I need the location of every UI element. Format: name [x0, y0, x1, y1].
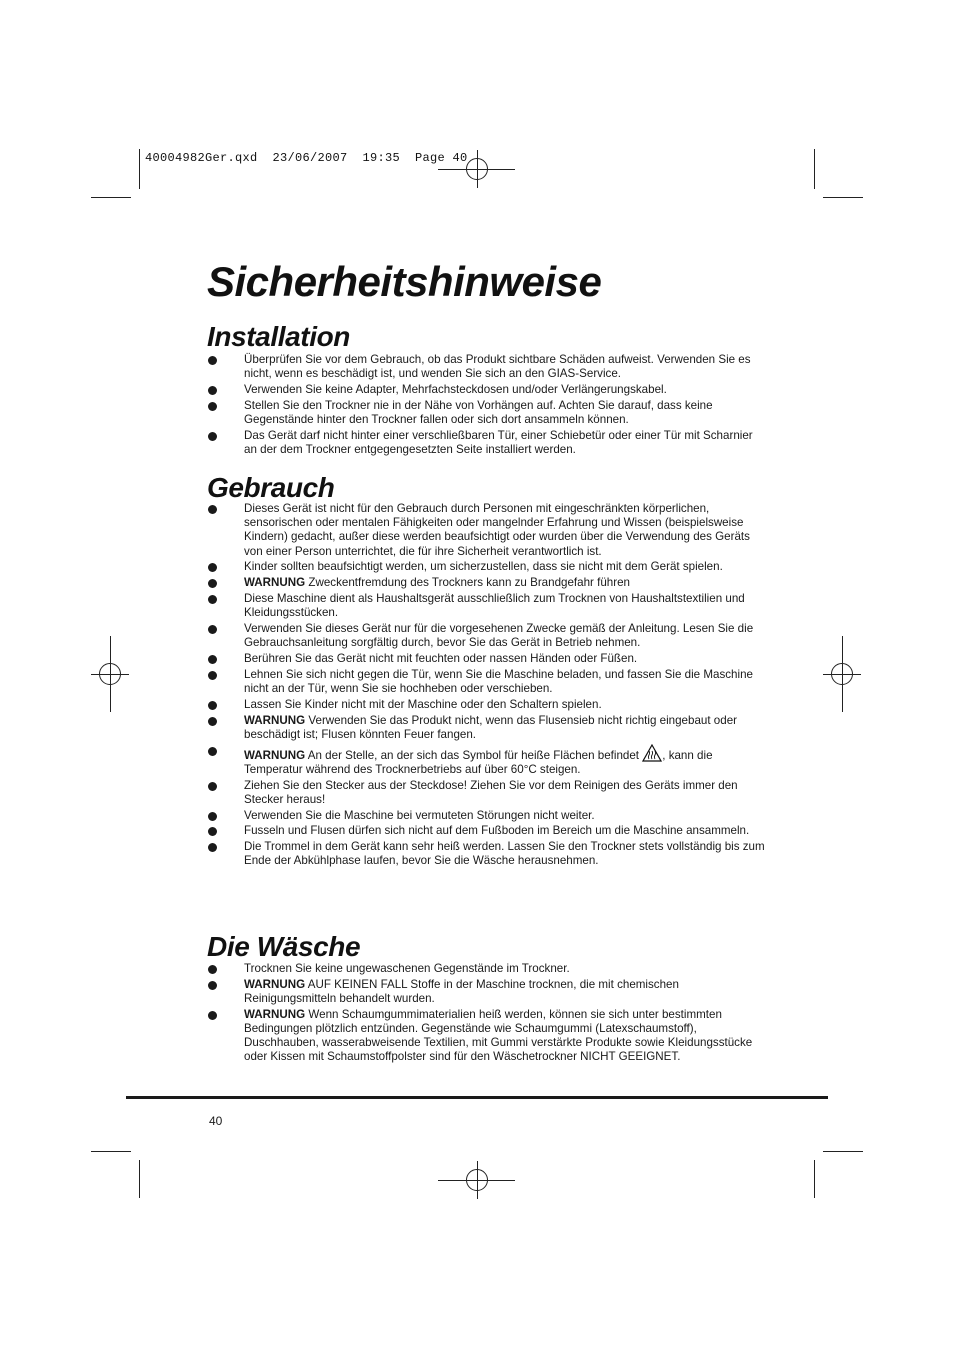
item-text: Dieses Gerät ist nicht für den Gebrauch durch Personen mit eingeschränkten körperlichen, sensorischen oder mentalen Fähigkeiten oder mangelnder Erfahrung und Wissen (beispielsweise Kindern) gedacht, außer diese werden beaufsichtigt oder wurden über die Verwendung des Geräts von einer Person unterrichtet, die für ihre Sicherheit verantwortlich ist. — [244, 502, 750, 558]
item-text: Stellen Sie den Trockner nie in der Nähe von Vorhängen auf. Achten Sie darauf, dass keine Gegenstände hinter den Trockner fallen oder sich dort ansammeln können. — [244, 398, 713, 426]
item-text: Fusseln und Flusen dürfen sich nicht auf dem Fußboden im Bereich um die Maschine ansammeln. — [244, 824, 750, 838]
item-text: Verwenden Sie dieses Gerät nur für die vorgesehenen Zwecke gemäß der Anleitung. Lesen Sie die Gebrauchsanleitung sorgfältig durch, bevor Sie das Gerät in Betrieb nehmen. — [244, 622, 754, 650]
bullet-icon — [208, 981, 217, 990]
list-item — [207, 592, 767, 620]
page-title: Sicherheitshinweise — [207, 258, 602, 305]
item-text: Verwenden Sie das Produkt nicht, wenn das Flusensieb nicht richtig eingebaut oder beschädigt ist; Flusen könnten Feuer fangen. — [244, 713, 737, 741]
list-item — [207, 353, 767, 381]
list-item — [207, 383, 767, 397]
crop-mark — [823, 197, 863, 198]
list-item — [207, 809, 767, 823]
crop-mark — [823, 1151, 863, 1152]
list-item — [207, 668, 767, 696]
list-item — [207, 744, 767, 777]
item-text: Wenn Schaumgummimaterialien heiß werden, können sie sich unter bestimmten Bedingungen plötzlich entzünden. Gegenstände wie Schaumgummi (Latexschaumstoff), Duschhauben, wasserabweisende Textilien, mit Gummi verstärkte Produkte sowie Kleidungsstücke oder Kissen mit Schaumstoffpolster sind für den Wäschetrockner NICHT GEEIGNET. — [244, 1007, 753, 1064]
bullet-icon — [208, 812, 217, 821]
bullet-icon — [208, 432, 217, 441]
bullet-icon — [208, 505, 217, 514]
list-item — [207, 824, 767, 838]
item-text: Überprüfen Sie vor dem Gebrauch, ob das Produkt sichtbare Schäden aufweist. Verwenden Sie es nicht, wenn es beschädigt ist, und wenden Sie sich an den GIAS-Service. — [244, 353, 751, 381]
crop-mark — [814, 1160, 815, 1198]
bullet-icon — [208, 563, 217, 572]
list-item — [207, 576, 767, 590]
bullet-icon — [208, 579, 217, 588]
list-item — [207, 399, 767, 427]
item-text: Die Trommel in dem Gerät kann sehr heiß werden. Lassen Sie den Trockner stets vollständig bis zum Ende der Abkühlphase laufen, bevor Sie die Wäsche herausnehmen. — [244, 840, 765, 868]
crop-mark — [139, 1160, 140, 1198]
list-item — [207, 652, 767, 666]
bullet-icon — [208, 671, 217, 680]
item-text: Trocknen Sie keine ungewaschenen Gegenstände im Trockner. — [244, 962, 570, 975]
bullet-icon — [208, 717, 217, 726]
item-text: Ziehen Sie den Stecker aus der Steckdose! Ziehen Sie vor dem Reinigen des Geräts immer den Stecker heraus! — [244, 778, 738, 806]
item-text: Kinder sollten beaufsichtigt werden, um sicherzustellen, dass sie nicht mit dem Gerät spielen. — [244, 560, 723, 574]
item-text: An der Stelle, an der sich das Symbol für heiße Flächen befindet — [305, 748, 643, 762]
crop-mark — [814, 149, 815, 189]
item-text: Das Gerät darf nicht hinter einer verschließbaren Tür, einer Schiebetür oder einer Tür mit Scharnier an der dem Trockner entgegengesetzten Seite installiert werden. — [244, 428, 753, 456]
bullet-icon — [208, 402, 217, 411]
bullet-icon — [208, 827, 217, 836]
list-item — [207, 978, 767, 1006]
section-heading-gebrauch: Gebrauch — [207, 472, 335, 503]
bullet-icon — [208, 595, 217, 604]
warning-label: WARNUNG — [244, 576, 306, 590]
waesche-list — [207, 962, 767, 1066]
bullet-icon — [208, 625, 217, 634]
bullet-icon — [208, 701, 217, 710]
crop-mark — [91, 1151, 131, 1152]
item-text: AUF KEINEN FALL Stoffe in der Maschine trocknen, die mit chemischen Reinigungsmitteln behandelt wurden. — [244, 977, 679, 1005]
footer-rule — [126, 1096, 828, 1099]
warning-label: WARNUNG — [244, 1007, 306, 1021]
crop-mark — [91, 197, 131, 198]
warning-label: WARNUNG — [244, 713, 306, 727]
registration-line — [842, 636, 843, 712]
bullet-icon — [208, 965, 217, 974]
bullet-icon — [208, 356, 217, 365]
list-item — [207, 779, 767, 807]
list-item — [207, 560, 767, 574]
print-slug: 40004982Ger.qxd 23/06/2007 19:35 Page 40 — [145, 151, 468, 165]
registration-line — [477, 150, 478, 188]
item-text-continued: , kann die Temperatur während des Trocknerbetriebs auf über 60°C steigen. — [244, 748, 713, 776]
list-item — [207, 502, 767, 559]
bullet-icon — [208, 655, 217, 664]
item-text: Berühren Sie das Gerät nicht mit feuchten oder nassen Händen oder Füßen. — [244, 652, 638, 665]
bullet-icon — [208, 747, 217, 756]
bullet-icon — [208, 1011, 217, 1020]
registration-line — [110, 636, 111, 712]
registration-line — [477, 1161, 478, 1199]
item-text: Zweckentfremdung des Trockners kann zu Brandgefahr führen — [305, 576, 630, 590]
bullet-icon — [208, 843, 217, 852]
page-number: 40 — [209, 1114, 223, 1128]
crop-mark — [139, 149, 140, 189]
list-item — [207, 622, 767, 650]
list-item — [207, 1008, 767, 1065]
gebrauch-list — [207, 502, 767, 870]
list-item — [207, 714, 767, 742]
section-heading-installation: Installation — [207, 321, 350, 352]
item-text: Verwenden Sie die Maschine bei vermuteten Störungen nicht weiter. — [244, 808, 595, 822]
item-text: Verwenden Sie keine Adapter, Mehrfachsteckdosen und/oder Verlängerungskabel. — [244, 383, 667, 396]
bullet-icon — [208, 386, 217, 395]
installation-list — [207, 353, 767, 459]
list-item — [207, 698, 767, 712]
list-item — [207, 962, 767, 976]
section-heading-waesche: Die Wäsche — [207, 931, 361, 962]
bullet-icon — [208, 782, 217, 791]
hot-surface-icon — [642, 744, 662, 762]
list-item — [207, 840, 767, 868]
item-text: Diese Maschine dient als Haushaltsgerät ausschließlich zum Trocknen von Haushaltstextilien und Kleidungsstücken. — [244, 592, 745, 620]
list-item — [207, 429, 767, 457]
warning-label: WARNUNG — [244, 977, 306, 991]
warning-label: WARNUNG — [244, 748, 306, 762]
item-text: Lassen Sie Kinder nicht mit der Maschine oder den Schaltern spielen. — [244, 697, 602, 711]
item-text: Lehnen Sie sich nicht gegen die Tür, wenn Sie die Maschine beladen, und fassen Sie die Maschine nicht an der Tür, wenn Sie sie hochheben oder verschieben. — [244, 667, 753, 695]
